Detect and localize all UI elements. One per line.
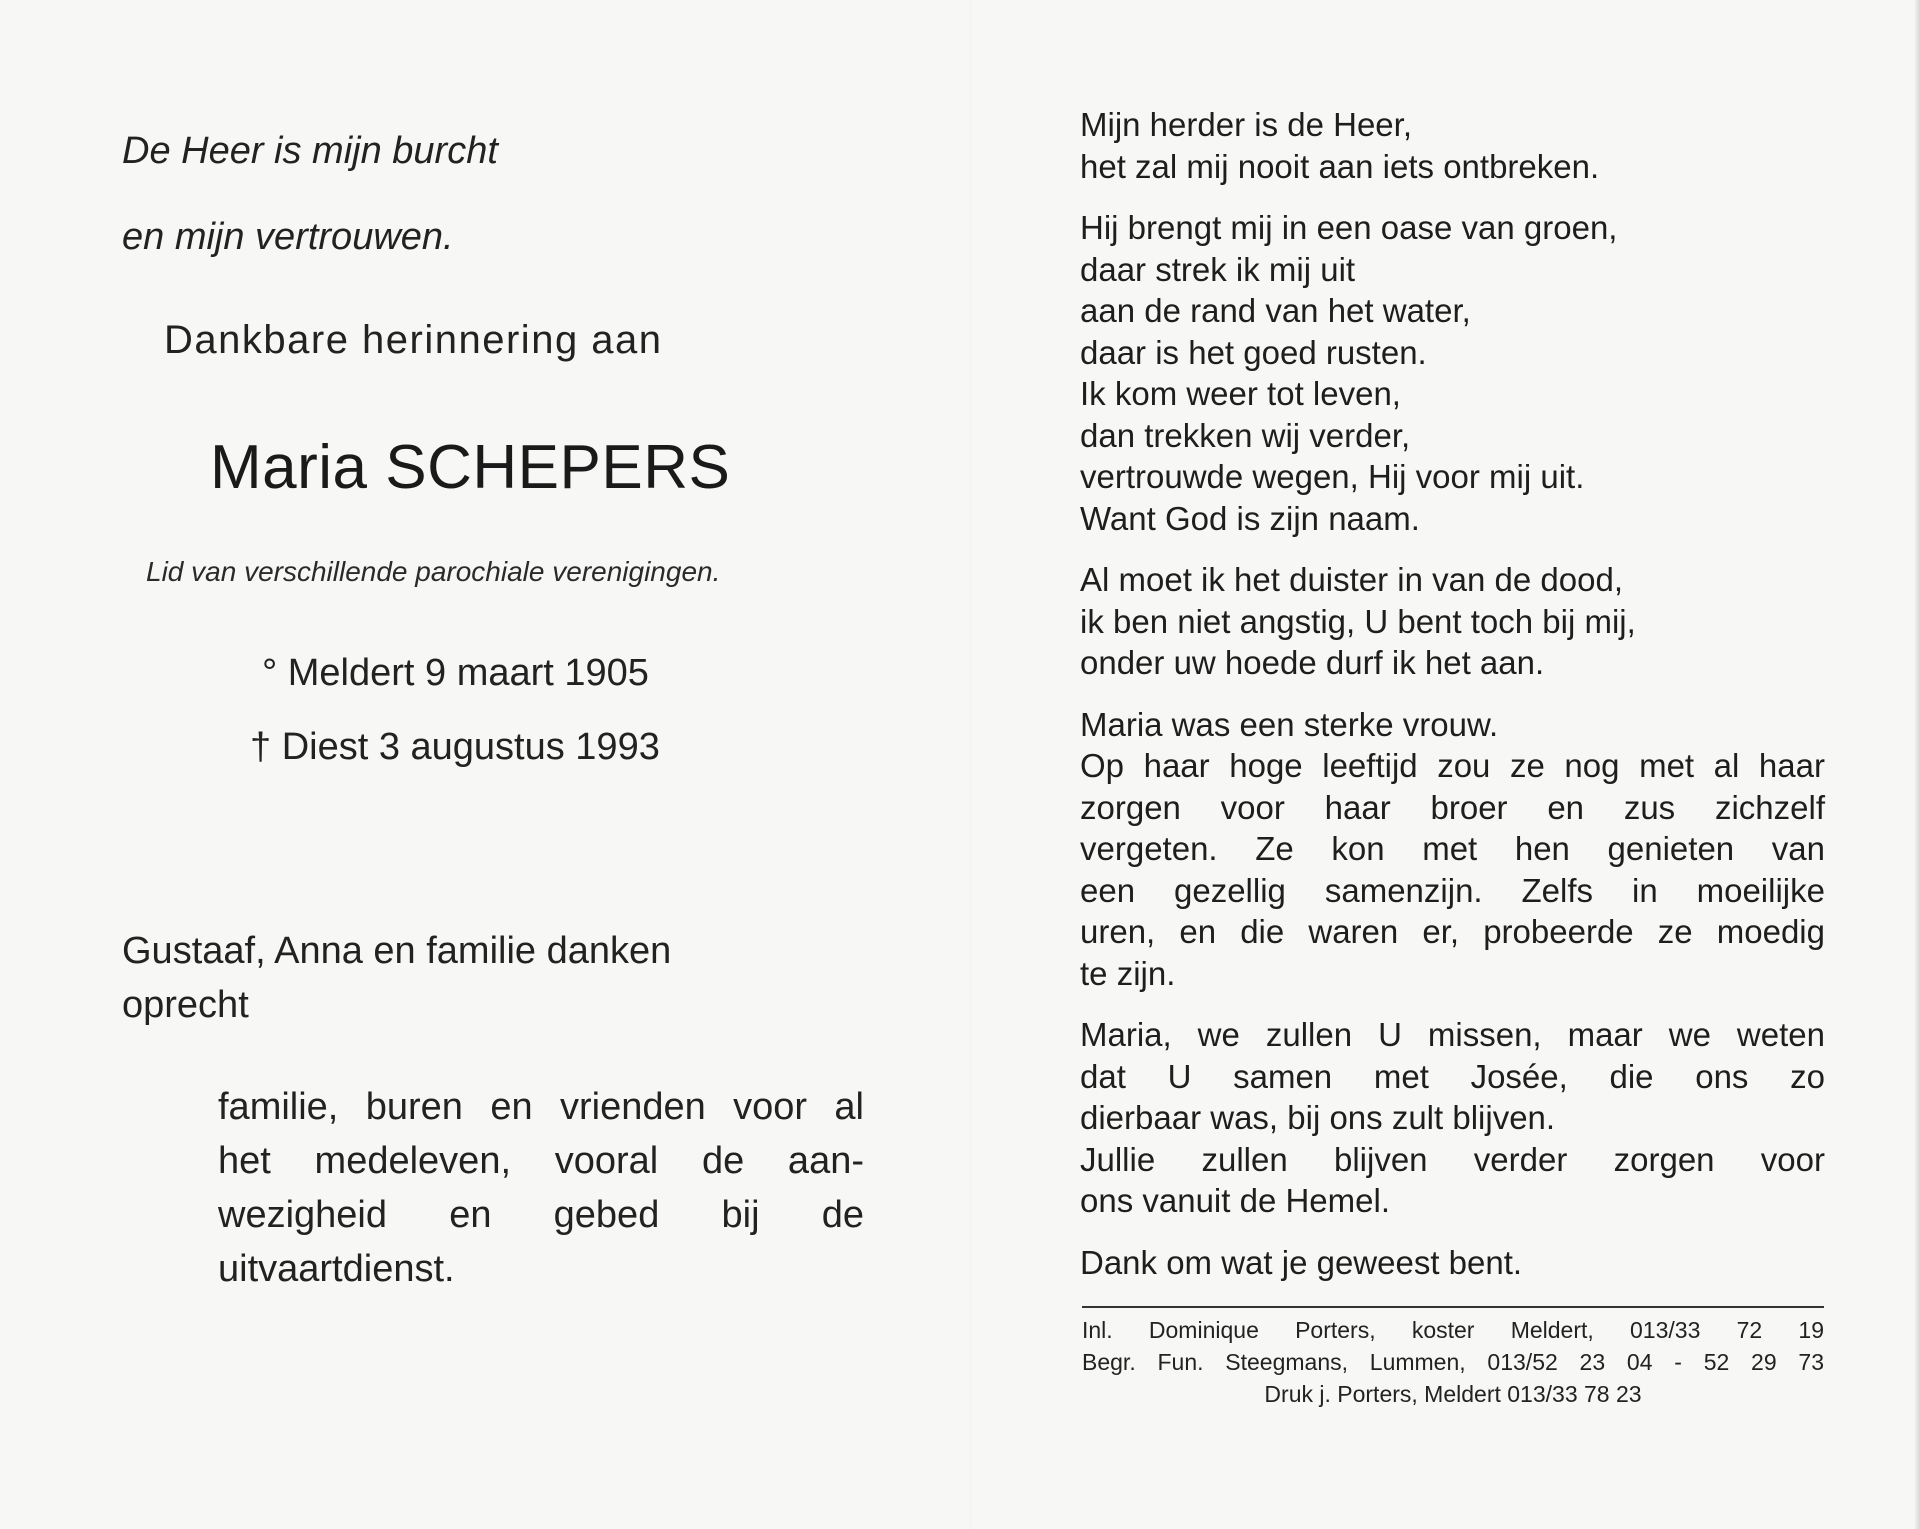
thanks-detail-line: het medeleven, vooral de aan-: [218, 1140, 864, 1182]
poem-line: daar is het goed rusten.: [1080, 333, 1427, 371]
poem-line: het zal mij nooit aan iets ontbreken.: [1080, 147, 1600, 185]
thanks-line: Gustaaf, Anna en familie danken: [122, 930, 672, 972]
tribute-line: zorgen voor haar broer en zus zichzelf: [1080, 788, 1825, 826]
poem-line: aan de rand van het water,: [1080, 292, 1471, 329]
remembrance-heading: Dankbare herinnering aan: [164, 318, 663, 362]
tribute-line: vergeten. Ze kon met hen genieten van: [1080, 830, 1825, 867]
quote-line: De Heer is mijn burcht: [122, 130, 498, 172]
card-fold: [970, 0, 972, 1529]
thanks-detail-line: familie, buren en vrienden voor al: [218, 1086, 864, 1128]
poem-line: Al moet ik het duister in van de dood,: [1080, 561, 1623, 598]
thanks-detail: [218, 1080, 864, 1296]
poem-line: onder uw hoede durf ik het aan.: [1080, 644, 1545, 681]
tribute-line: uren, en die waren er, probeerde ze moedig: [1080, 913, 1825, 950]
poem-line: dan trekken wij verder,: [1080, 416, 1411, 454]
deceased-subtitle: Lid van verschillende parochiale verenigingen.: [146, 556, 721, 587]
card-edge-shadow: [1914, 0, 1920, 1529]
tribute-paragraph: [1080, 704, 1825, 995]
poem-stanza: [1080, 104, 1825, 187]
poem-line: Want God is zijn naam.: [1080, 499, 1420, 537]
farewell-line: dat U samen met Josée, die ons zo: [1080, 1057, 1825, 1095]
quote-line: en mijn vertrouwen.: [122, 216, 454, 258]
birth-line: ° Meldert 9 maart 1905: [262, 652, 649, 694]
thanks-detail-line: uitvaartdienst.: [218, 1248, 455, 1290]
farewell-line: Jullie zullen blijven verder zorgen voor: [1080, 1140, 1825, 1178]
opening-quote: [122, 108, 822, 280]
poem-line: Ik kom weer tot leven,: [1080, 375, 1401, 412]
tribute-line: Maria was een sterke vrouw.: [1080, 705, 1499, 743]
tribute-line: Op haar hoge leeftijd zou ze nog met al haar: [1080, 747, 1825, 784]
death-line: † Diest 3 augustus 1993: [250, 726, 660, 768]
closing-line: [1080, 1242, 1825, 1284]
poem-stanza: [1080, 207, 1825, 539]
tribute-line: een gezellig samenzijn. Zelfs in moeilijke: [1080, 871, 1825, 909]
poem: [1080, 104, 1825, 1303]
farewell-line: ons vanuit de Hemel.: [1080, 1182, 1391, 1219]
closing-text: Dank om wat je geweest bent.: [1080, 1243, 1523, 1281]
poem-stanza: [1080, 559, 1825, 684]
poem-line: Hij brengt mij in een oase van groen,: [1080, 209, 1618, 246]
footer-line: Begr. Fun. Steegmans, Lummen, 013/52 23 04 - 52 29 73: [1082, 1349, 1824, 1375]
tribute-line: te zijn.: [1080, 954, 1176, 992]
footer-line: Druk j. Porters, Meldert 013/33 78 23: [1264, 1381, 1642, 1407]
poem-line: vertrouwde wegen, Hij voor mij uit.: [1080, 458, 1585, 495]
deceased-name: Maria SCHEPERS: [210, 433, 731, 502]
poem-line: ik ben niet angstig, U bent toch bij mij,: [1080, 602, 1636, 640]
poem-line: Mijn herder is de Heer,: [1080, 106, 1412, 143]
printer-footer: [1082, 1306, 1824, 1410]
thanks-detail-line: wezigheid en gebed bij de: [218, 1194, 864, 1236]
farewell-line: dierbaar was, bij ons zult blijven.: [1080, 1099, 1556, 1136]
farewell-paragraph: [1080, 1014, 1825, 1222]
thanks-line: oprecht: [122, 984, 249, 1026]
thanks-intro: [122, 924, 822, 1032]
poem-line: daar strek ik mij uit: [1080, 250, 1356, 288]
farewell-line: Maria, we zullen U missen, maar we weten: [1080, 1016, 1825, 1053]
footer-line: Inl. Dominique Porters, koster Meldert, 013/33 72 19: [1082, 1317, 1824, 1343]
